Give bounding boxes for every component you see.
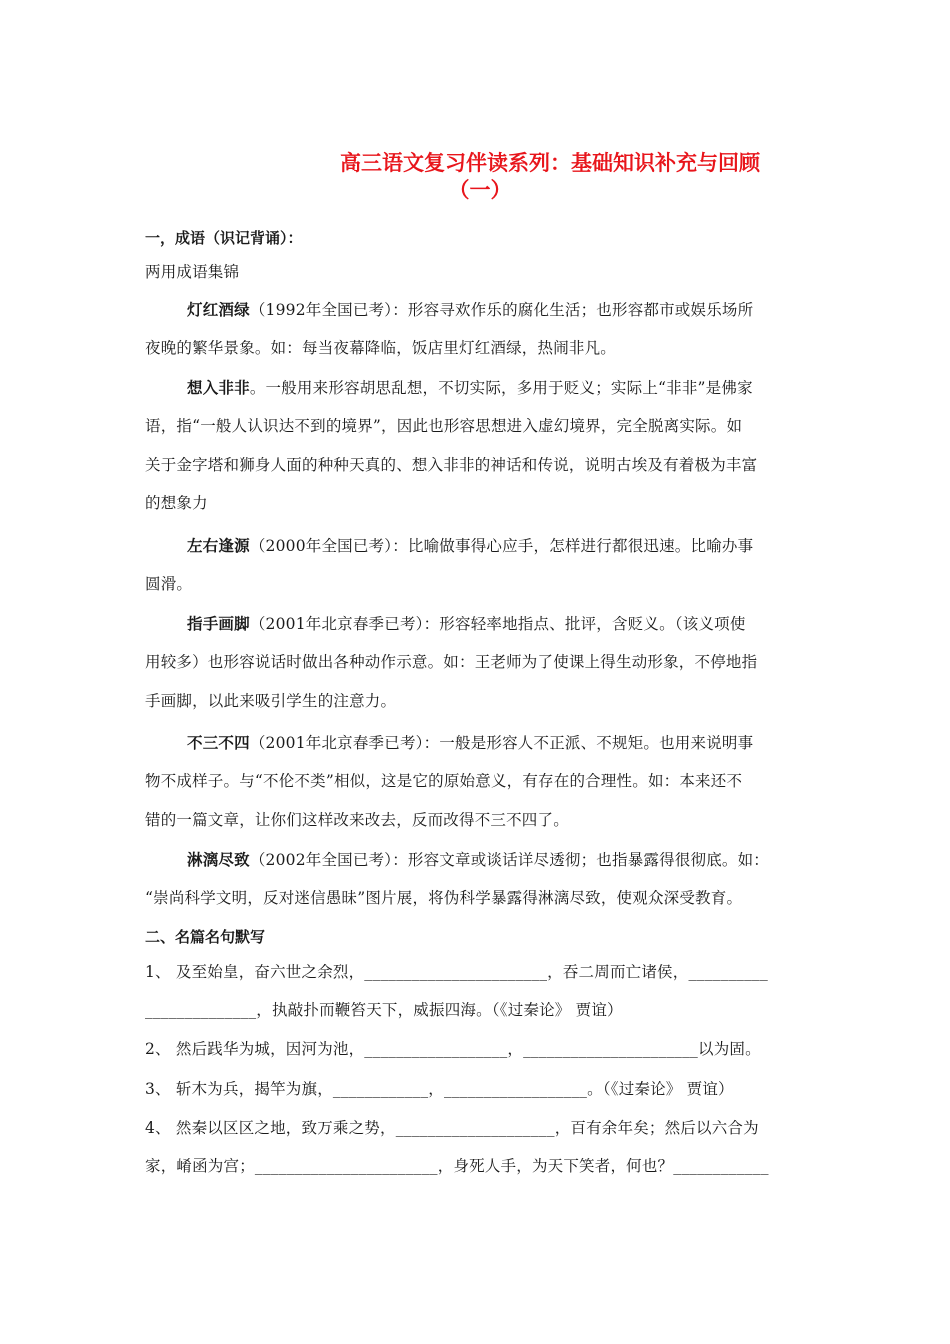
dictation-line: ______________，执敲扑而鞭笞天下，威振四海。（《过秦论》 贾谊） bbox=[145, 1001, 623, 1020]
dictation-item bbox=[145, 1030, 810, 1068]
idiom-entry bbox=[145, 724, 810, 839]
entry-text: （2001年北京春季已考）：一般是形容人不正派、不规矩。也用来说明事 bbox=[249, 734, 754, 752]
idiom-entry bbox=[145, 527, 810, 604]
entry-line: 的想象力 bbox=[145, 494, 208, 513]
entry-line bbox=[145, 527, 810, 565]
dictation-item bbox=[145, 953, 810, 1030]
dictation-item bbox=[145, 1070, 810, 1108]
idiom-term: 淋漓尽致 bbox=[187, 851, 250, 869]
idiom-entry bbox=[145, 369, 810, 523]
entry-line: 夜晚的繁华景象。如：每当夜幕降临，饭店里灯红酒绿，热闹非凡。 bbox=[145, 339, 617, 358]
idiom-term: 不三不四 bbox=[187, 734, 250, 752]
entry-line: “崇尚科学文明，反对迷信愚昧”图片展，将伪科学暴露得淋漓尽致，使观众深受教育。 bbox=[145, 889, 743, 908]
idiom-term: 指手画脚 bbox=[187, 615, 250, 633]
dictation-line: 1、 及至始皇，奋六世之余烈，_______________________，吞二周而亡诸侯，__________ bbox=[145, 963, 768, 981]
entry-line: 物不成样子。与“不伦不类”相似，这是它的原始意义，有存在的合理性。如：本来还不 bbox=[145, 772, 743, 791]
idiom-term: 左右逢源 bbox=[187, 537, 250, 555]
dictation-line: 家，崤函为宫；_______________________，身死人手，为天下笑者，何也？____________ bbox=[145, 1157, 769, 1176]
dictation-line: 4、 然秦以区区之地，致万乘之势，____________________，百有余年矣；然后以六合为 bbox=[145, 1119, 759, 1137]
idiom-term: 灯红酒绿 bbox=[187, 301, 250, 319]
entry-text: （1992年全国已考）：形容寻欢作乐的腐化生活；也形容都市或娱乐场所 bbox=[249, 301, 754, 319]
entry-line: 错的一篇文章，让你们这样改来改去，反而改得不三不四了。 bbox=[145, 810, 569, 829]
idiom-term: 想入非非 bbox=[187, 379, 250, 397]
dictation-item bbox=[145, 1109, 810, 1186]
entry-line: 手画脚，以此来吸引学生的注意力。 bbox=[145, 691, 397, 710]
entry-line: 用较多）也形容说话时做出各种动作示意。如：王老师为了使课上得生动形象，不停地指 bbox=[145, 653, 758, 672]
document-title-suffix: （一） bbox=[448, 178, 512, 202]
entry-line: 关于金字塔和狮身人面的种种天真的、想入非非的神话和传说，说明古埃及有着极为丰富 bbox=[145, 455, 758, 474]
idiom-entry bbox=[145, 605, 810, 720]
section1-subheading: 两用成语集锦 bbox=[145, 263, 240, 281]
entry-text: 。一般用来形容胡思乱想，不切实际，多用于贬义；实际上“非非”是佛家 bbox=[249, 379, 753, 397]
entry-line bbox=[145, 605, 810, 643]
entry-line bbox=[145, 291, 810, 329]
entry-text: （2000年全国已考）：比喻做事得心应手，怎样进行都很迅速。比喻办事 bbox=[249, 537, 754, 555]
idiom-entry bbox=[145, 291, 810, 368]
section1-heading: 一，成语（识记背诵）： bbox=[145, 229, 303, 247]
entry-line bbox=[145, 724, 810, 762]
section2-heading: 二、名篇名句默写 bbox=[145, 928, 266, 946]
entry-line: 圆滑。 bbox=[145, 575, 193, 594]
entry-text: （2002年全国已考）：形容文章或谈话详尽透彻；也指暴露得很彻底。如： bbox=[249, 851, 770, 869]
entry-line bbox=[145, 369, 810, 407]
dictation-line: 3、 斩木为兵，揭竿为旗，____________，__________________。（《过秦论》 贾谊） bbox=[145, 1080, 734, 1098]
document-title: 高三语文复习伴读系列：基础知识补充与回顾 bbox=[340, 151, 760, 175]
dictation-line: 2、 然后践华为城，因河为池，__________________，______________________以为固。 bbox=[145, 1040, 761, 1058]
entry-line: 语，指“一般人认识达不到的境界”，因此也形容思想进入虚幻境界，完全脱离实际。如 bbox=[145, 417, 743, 436]
entry-line bbox=[145, 841, 810, 879]
entry-text: （2001年北京春季已考）：形容轻率地指点、批评，含贬义。（该义项使 bbox=[249, 615, 746, 633]
idiom-entry bbox=[145, 841, 810, 918]
